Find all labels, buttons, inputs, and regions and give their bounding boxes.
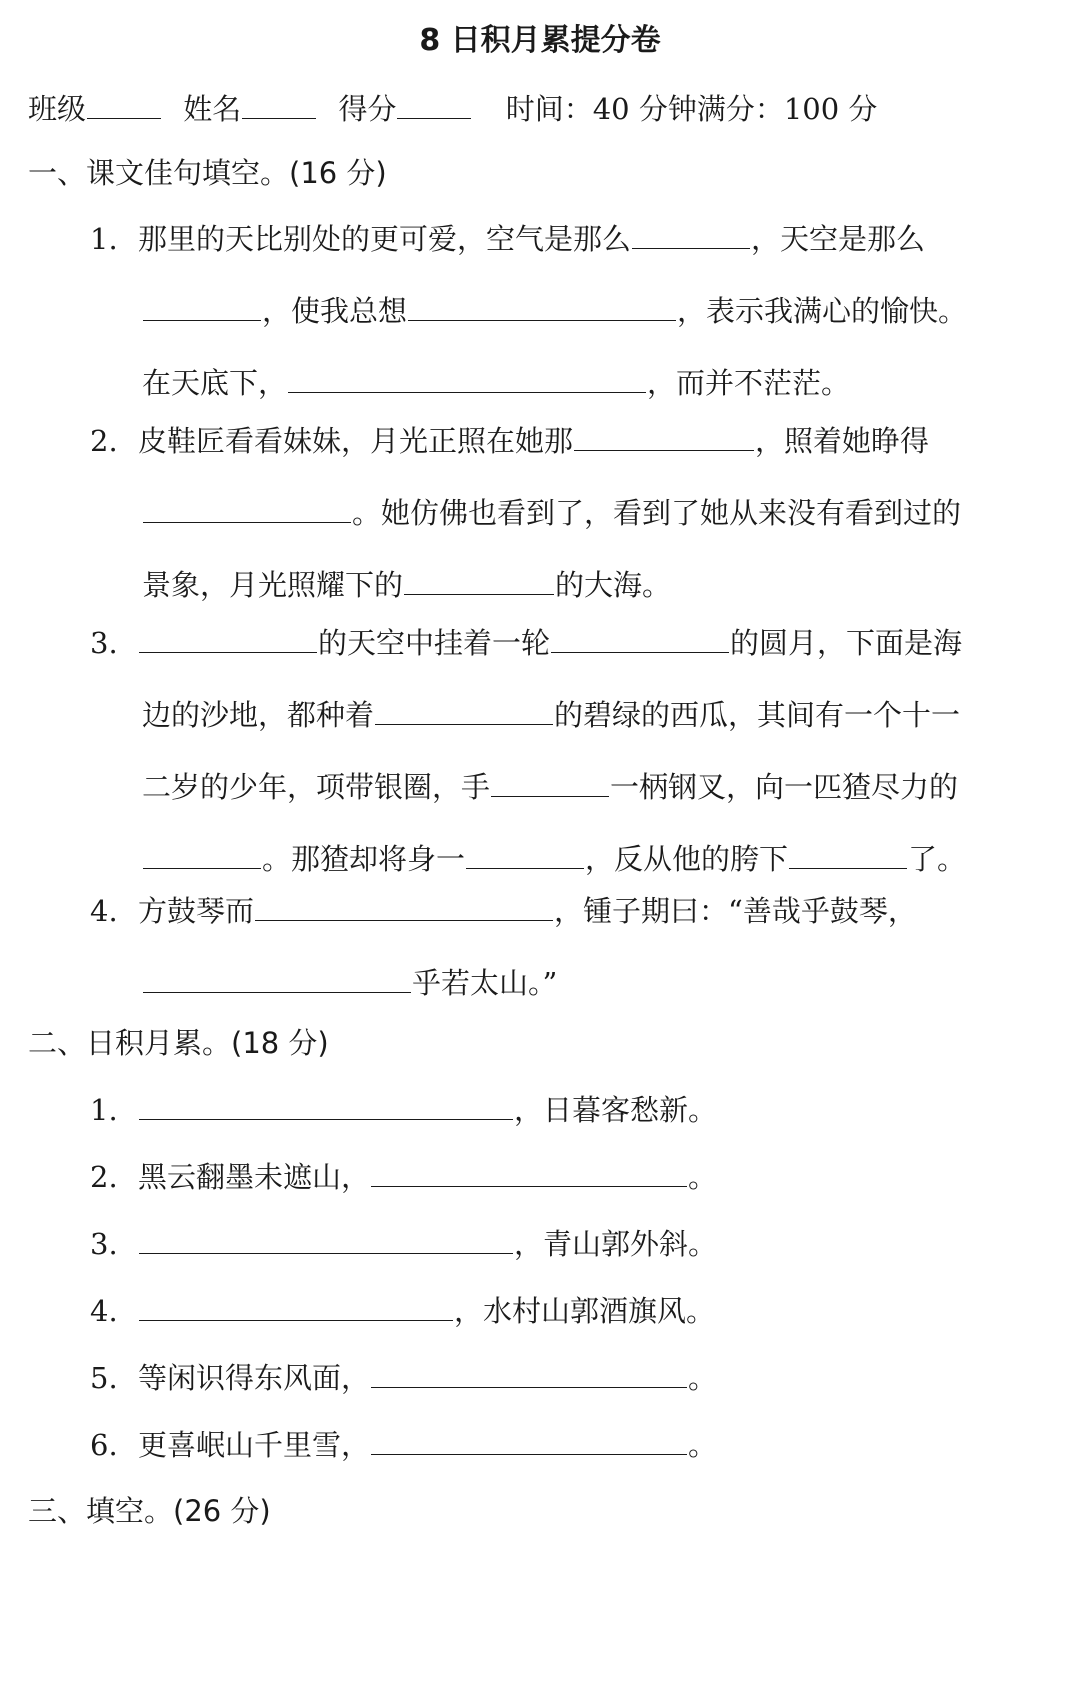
- poem-line-2: [90, 1156, 717, 1198]
- question-text: 那里的天比别处的更可爱，空气是那么: [138, 222, 632, 256]
- question-text: 方鼓琴而: [138, 894, 255, 928]
- question-text: 二岁的少年，项带银圈，手: [142, 770, 491, 804]
- question-text: ，水村山郭酒旗风。: [454, 1294, 716, 1328]
- question-number: 2.: [90, 1160, 118, 1194]
- question-text: 皮鞋匠看看妹妹，月光正照在她那: [138, 424, 574, 458]
- fill-blank[interactable]: [466, 846, 584, 869]
- question-text: 边的沙地，都种着: [142, 698, 375, 732]
- question-text: ，表示我满心的愉快。: [677, 294, 968, 328]
- question-text: 。她仿佛也看到了，看到了她从来没有看到过的: [352, 496, 962, 530]
- question-text: 更喜岷山千里雪，: [138, 1428, 371, 1462]
- question-text: 等闲识得东风面，: [138, 1361, 371, 1395]
- section-1-heading: 一、课文佳句填空。(16 分): [28, 156, 387, 190]
- student-info-row: [28, 88, 877, 130]
- question-text: ，而并不茫茫。: [647, 366, 851, 400]
- question-number: 4.: [90, 1294, 118, 1328]
- question-1-4: [90, 875, 1050, 1019]
- fill-blank[interactable]: [404, 572, 554, 595]
- question-text: 一柄钢叉，向一匹猹尽力的: [610, 770, 959, 804]
- question-text: 。: [688, 1361, 718, 1395]
- fill-blank[interactable]: [551, 630, 729, 653]
- question-text: 。: [688, 1428, 718, 1462]
- name-blank[interactable]: [242, 96, 316, 119]
- fill-blank[interactable]: [371, 1365, 687, 1388]
- question-number: 6.: [90, 1428, 118, 1462]
- question-text: 黑云翻墨未遮山，: [138, 1160, 371, 1194]
- question-text: ，照着她睁得: [755, 424, 930, 458]
- fill-blank[interactable]: [288, 370, 646, 393]
- question-text: 景象，月光照耀下的: [142, 568, 404, 602]
- fill-blank[interactable]: [375, 702, 553, 725]
- question-text: 乎若太山。”: [412, 966, 558, 1000]
- question-text: 。: [688, 1160, 718, 1194]
- fill-blank[interactable]: [139, 630, 317, 653]
- time-info: 时间：40 分钟满分：100 分: [505, 92, 878, 126]
- fill-blank[interactable]: [371, 1164, 687, 1187]
- fill-blank[interactable]: [143, 970, 411, 993]
- question-1-3: [90, 607, 1050, 895]
- question-number: 4.: [90, 894, 118, 928]
- class-blank[interactable]: [87, 96, 161, 119]
- fill-blank[interactable]: [139, 1231, 513, 1254]
- question-number: 1.: [90, 222, 118, 256]
- question-1-2: [90, 405, 1050, 621]
- fill-blank[interactable]: [143, 298, 261, 321]
- fill-blank[interactable]: [139, 1097, 513, 1120]
- question-text: 了。: [908, 842, 967, 876]
- question-number: 2.: [90, 424, 118, 458]
- poem-line-4: [90, 1290, 715, 1332]
- question-number: 3.: [90, 626, 118, 660]
- poem-line-3: [90, 1223, 717, 1265]
- question-text: 的天空中挂着一轮: [318, 626, 551, 660]
- fill-blank[interactable]: [139, 1298, 453, 1321]
- fill-blank[interactable]: [143, 846, 261, 869]
- question-number: 1.: [90, 1093, 118, 1127]
- question-text: ，青山郭外斜。: [514, 1227, 718, 1261]
- question-text: 的圆月，下面是海: [730, 626, 963, 660]
- question-number: 5.: [90, 1361, 118, 1395]
- question-text: ，锺子期曰：“善哉乎鼓琴，: [554, 894, 917, 928]
- poem-line-6: [90, 1424, 717, 1466]
- question-text: 。那猹却将身一: [262, 842, 466, 876]
- fill-blank[interactable]: [789, 846, 907, 869]
- question-text: 的碧绿的西瓜，其间有一个十一: [554, 698, 961, 732]
- question-text: 在天底下，: [142, 366, 288, 400]
- poem-line-5: [90, 1357, 717, 1399]
- question-text: 的大海。: [555, 568, 672, 602]
- question-text: ，日暮客愁新。: [514, 1093, 718, 1127]
- question-number: 3.: [90, 1227, 118, 1261]
- question-text: ，反从他的胯下: [585, 842, 789, 876]
- question-1-1: [90, 203, 1050, 419]
- section-3-heading: 三、填空。(26 分): [28, 1494, 271, 1528]
- page-title: 8 日积月累提分卷: [419, 23, 661, 58]
- fill-blank[interactable]: [143, 500, 351, 523]
- poem-line-1: [90, 1089, 717, 1131]
- question-text: ，使我总想: [262, 294, 408, 328]
- fill-blank[interactable]: [408, 298, 676, 321]
- section-2-heading: 二、日积月累。(18 分): [28, 1026, 329, 1060]
- fill-blank[interactable]: [491, 774, 609, 797]
- class-label: 班级: [28, 92, 87, 126]
- name-label: 姓名: [183, 92, 242, 126]
- score-blank[interactable]: [397, 96, 471, 119]
- fill-blank[interactable]: [632, 226, 750, 249]
- question-text: ，天空是那么: [751, 222, 926, 256]
- score-label: 得分: [338, 92, 397, 126]
- fill-blank[interactable]: [574, 428, 754, 451]
- fill-blank[interactable]: [371, 1432, 687, 1455]
- fill-blank[interactable]: [255, 898, 553, 921]
